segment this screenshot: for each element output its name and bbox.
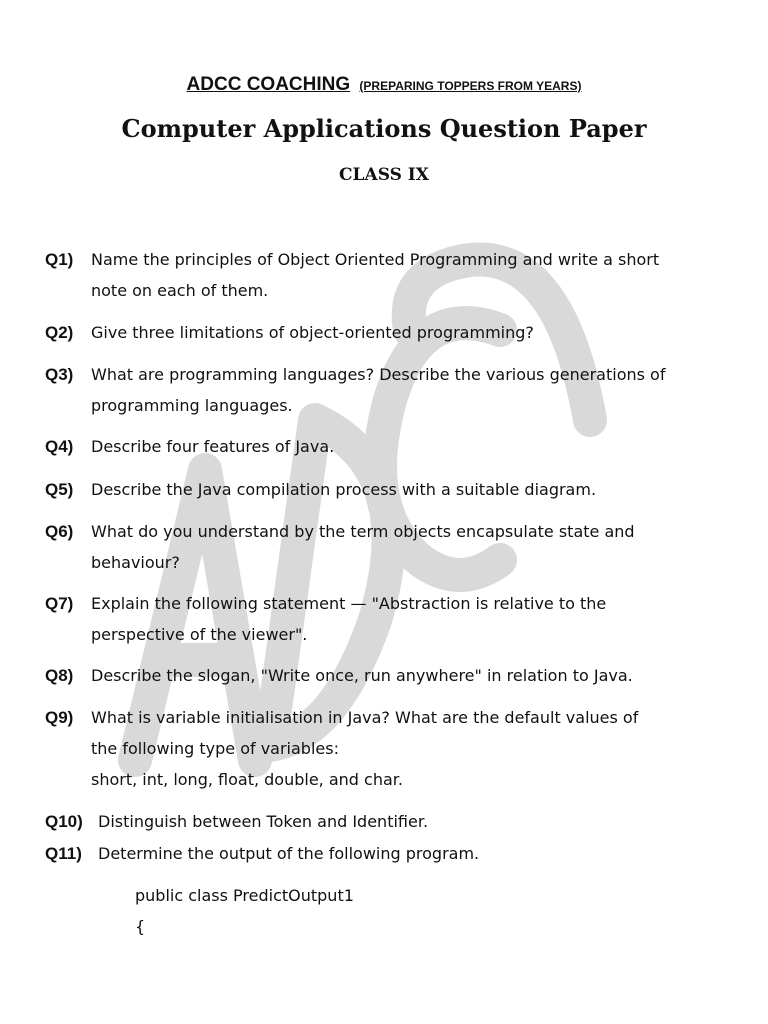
question-item — [45, 474, 735, 505]
question-text — [91, 359, 735, 421]
question-text — [98, 838, 735, 869]
question-line: note on each of them. — [91, 281, 269, 300]
question-text — [91, 431, 735, 462]
question-text — [91, 588, 735, 650]
question-line: short, int, long, float, double, and char. — [91, 770, 403, 789]
question-text — [91, 702, 735, 795]
question-item — [45, 588, 735, 650]
question-line: What do you understand by the term objects encapsulate state and — [91, 522, 635, 541]
question-text — [98, 806, 735, 837]
question-item — [45, 660, 735, 691]
question-number: Q11) — [45, 844, 82, 863]
question-number: Q7) — [45, 594, 74, 613]
code-line: public class PredictOutput1 — [135, 886, 354, 905]
question-text — [91, 244, 735, 306]
question-line: Determine the output of the following program. — [98, 844, 480, 863]
question-line: Give three limitations of object-oriented programming? — [91, 323, 534, 342]
question-number: Q2) — [45, 323, 74, 342]
question-number: Q3) — [45, 365, 74, 384]
question-line: Describe four features of Java. — [91, 437, 335, 456]
question-item — [45, 431, 735, 462]
question-item — [45, 838, 735, 869]
question-line: Describe the slogan, "Write once, run anywhere" in relation to Java. — [91, 666, 633, 685]
question-number: Q8) — [45, 666, 74, 685]
code-block — [135, 880, 354, 942]
question-item — [45, 359, 735, 421]
question-line: perspective of the viewer". — [91, 625, 308, 644]
question-text — [91, 474, 735, 505]
question-text — [91, 516, 735, 578]
question-text — [91, 317, 735, 348]
question-line: What are programming languages? Describe the various generations of — [91, 365, 666, 384]
question-line: Distinguish between Token and Identifier. — [98, 812, 429, 831]
code-line: { — [135, 917, 146, 936]
question-number: Q5) — [45, 480, 74, 499]
question-line: behaviour? — [91, 553, 180, 572]
class-label: CLASS IX — [339, 165, 429, 185]
question-line: What is variable initialisation in Java? What are the default values of — [91, 708, 639, 727]
question-item — [45, 702, 735, 795]
brand-name: ADCC COACHING — [186, 74, 351, 95]
page-title: Computer Applications Question Paper — [121, 114, 647, 143]
question-number: Q4) — [45, 437, 74, 456]
question-line: programming languages. — [91, 396, 293, 415]
question-text — [91, 660, 735, 691]
question-number: Q6) — [45, 522, 74, 541]
question-item — [45, 806, 735, 837]
question-number: Q1) — [45, 250, 74, 269]
question-line: Explain the following statement — "Abstraction is relative to the — [91, 594, 607, 613]
question-number: Q10) — [45, 812, 83, 831]
question-line: Name the principles of Object Oriented Programming and write a short — [91, 250, 660, 269]
question-item — [45, 317, 735, 348]
question-line: the following type of variables: — [91, 739, 339, 758]
question-number: Q9) — [45, 708, 74, 727]
brand-tagline: (PREPARING TOPPERS FROM YEARS) — [359, 79, 582, 93]
question-item — [45, 516, 735, 578]
question-item — [45, 244, 735, 306]
question-line: Describe the Java compilation process with a suitable diagram. — [91, 480, 597, 499]
brand-header — [0, 74, 768, 96]
